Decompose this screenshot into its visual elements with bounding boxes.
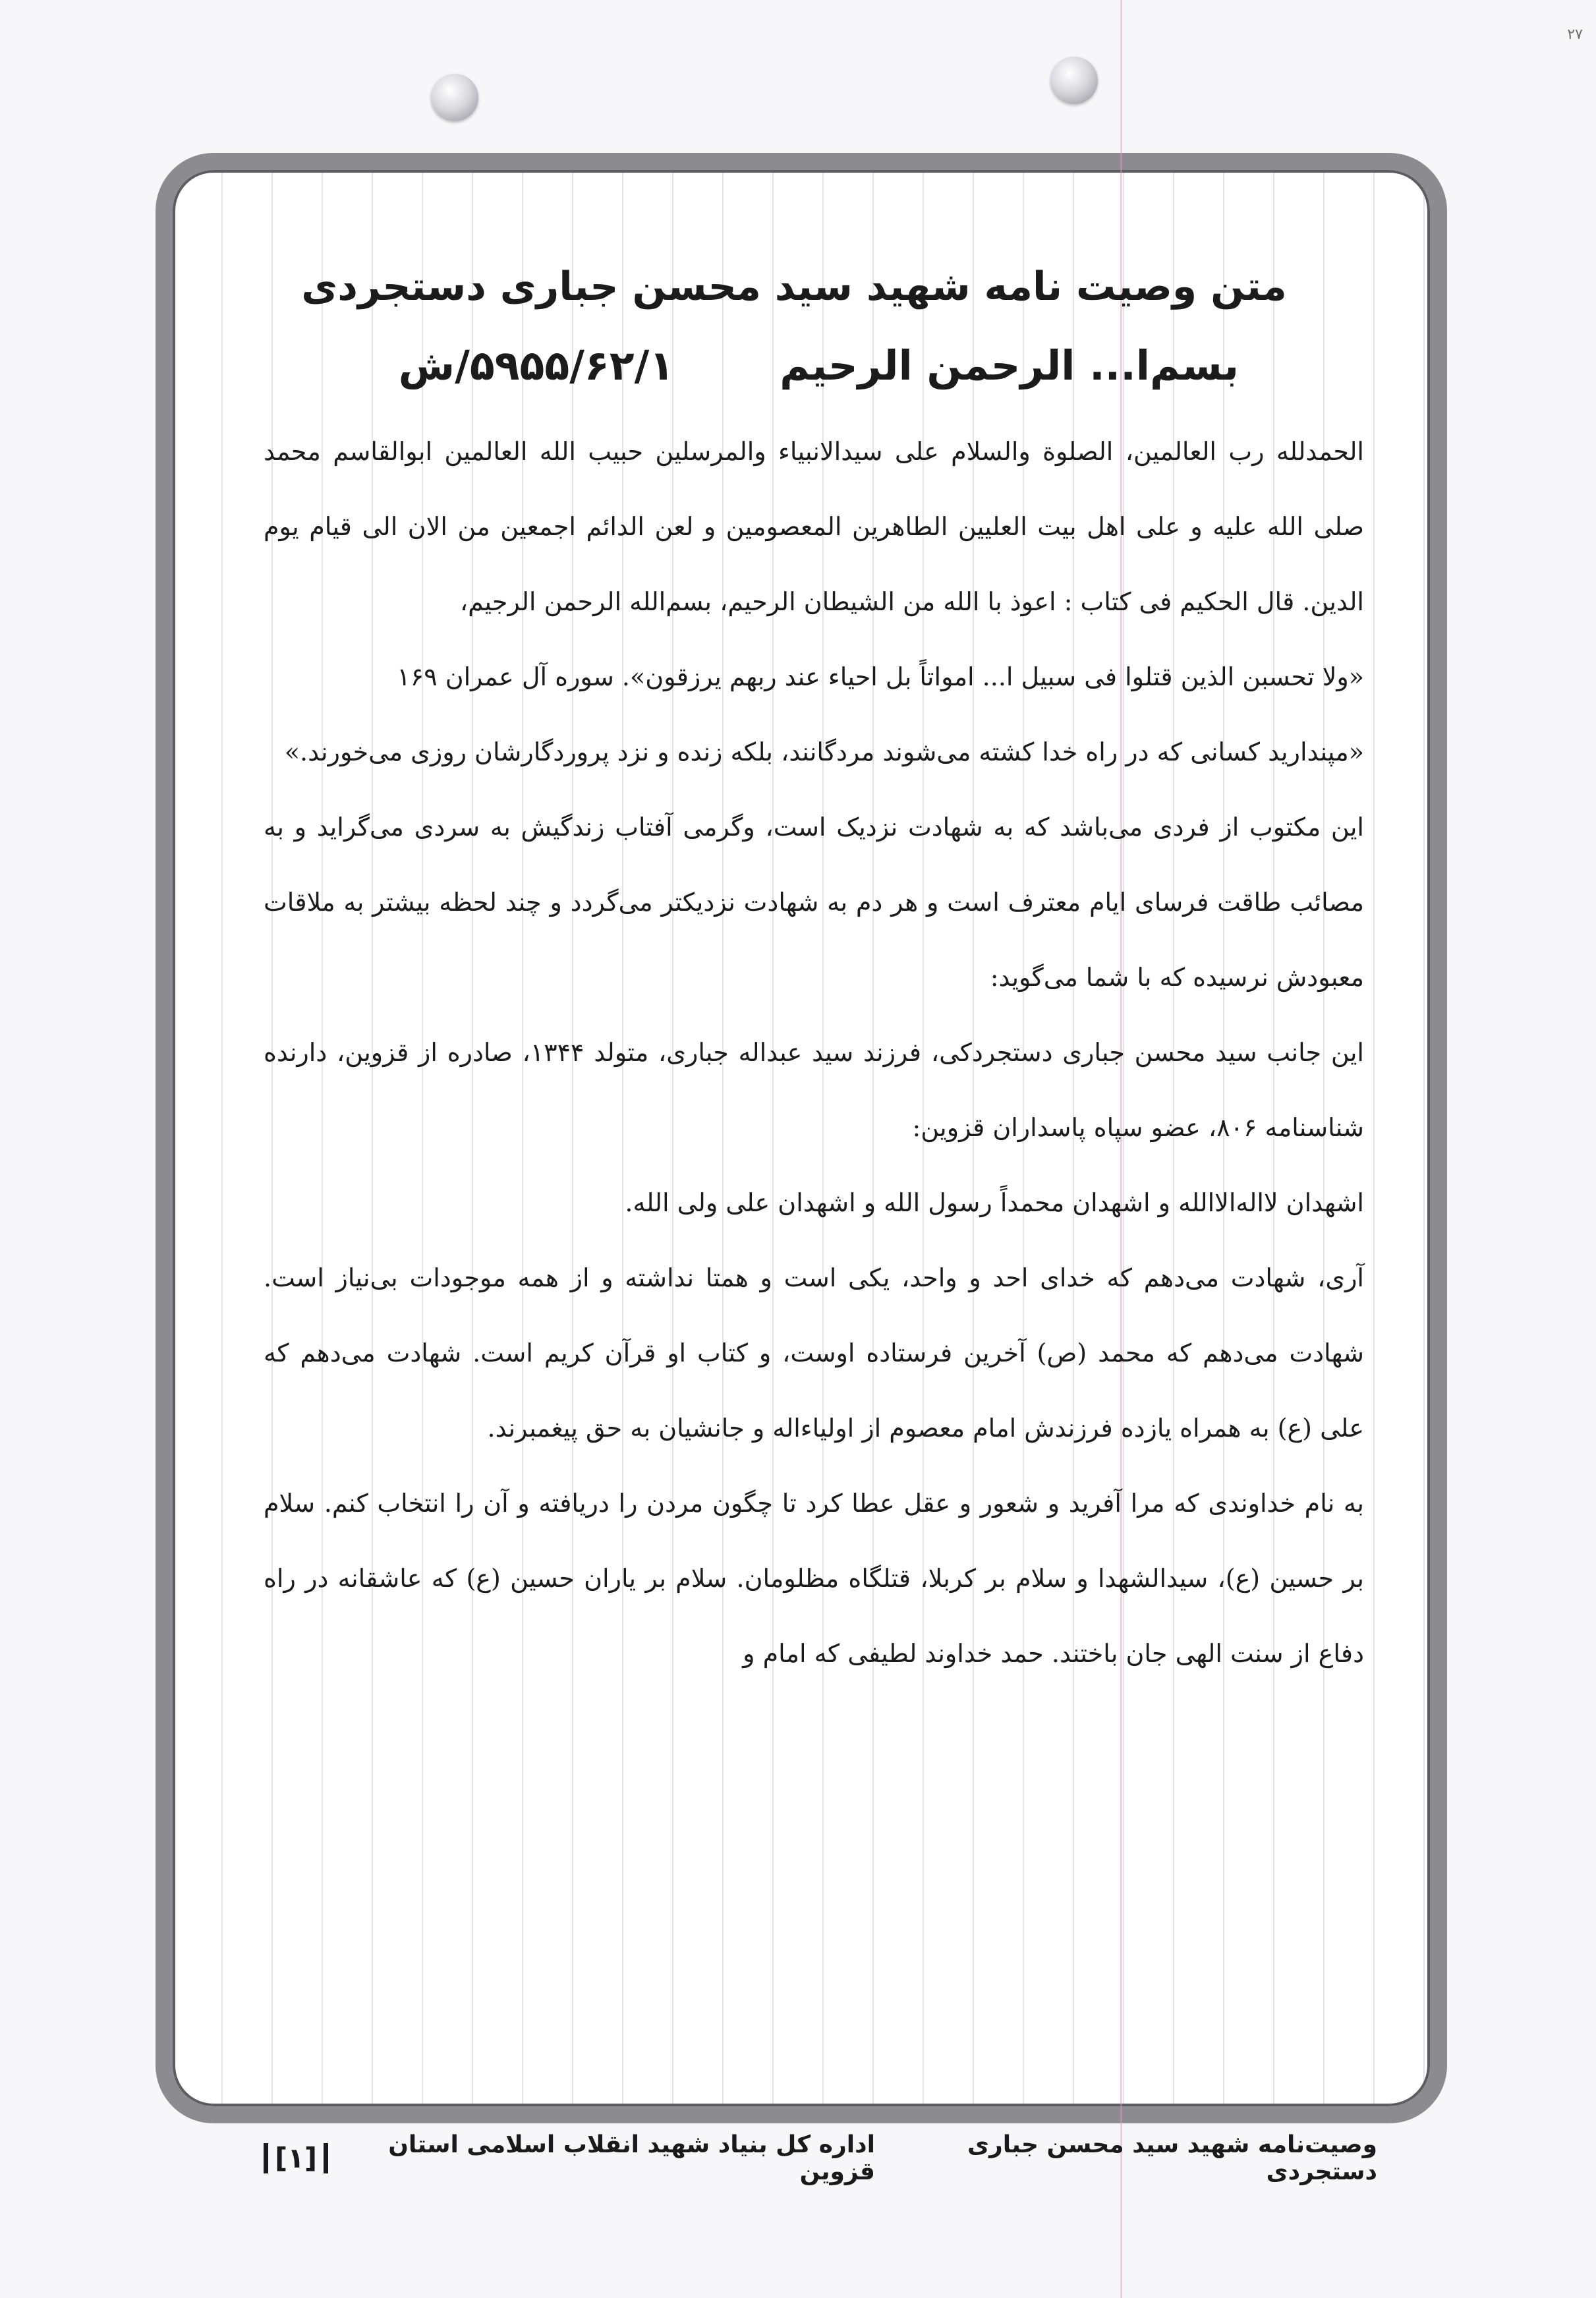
page-number: [۱] xyxy=(264,2143,328,2173)
punch-hole-right xyxy=(1050,57,1098,104)
paragraph-2: «ولا تحسبن الذین قتلوا فی سبیل ا... امواتاً بل احیاء عند ربهم یرزقون». سوره آل عمران ۱۶۹ xyxy=(397,662,1364,691)
paragraph-5: این جانب سید محسن جباری دستجردکی، فرزند سید عبداله جباری، متولد ۱۳۴۴، صادره از قزوین، دارنده شناسنامه ۸۰۶، عضو سپاه پاسداران قزوین: xyxy=(264,1038,1364,1142)
document-number: ۵۹۵۵/۶۲/۱/ش xyxy=(398,341,675,389)
paragraph-8: به نام خداوندی که مرا آفرید و شعور و عقل عطا کرد تا چگون مردن را دریافته و آن را انتخاب کنم. سلام بر حسین (ع)، سیدالشهدا و سلام بر کربلا، قتلگاه مظلومان. سلام بر یاران حسین (ع) که عاشقانه در راه دفاع از سنت الهی جان باختند. حمد خداوند لطیفی که امام و xyxy=(264,1489,1364,1668)
footer-will-title: وصیت‌نامه شهید سید محسن جباری دستجردی xyxy=(967,2131,1377,2185)
scan-mark: ۲۷ xyxy=(1567,26,1583,43)
footer-organization-name: اداره کل بنیاد شهید انقلاب اسلامی استان قزوین xyxy=(388,2131,875,2185)
paragraph-7: آری، شهادت می‌دهم که خدای احد و واحد، یکی است و همتا نداشته و از همه موجودات بی‌نیاز است. شهادت می‌دهم که محمد (ص) آخرین فرستاده اوست، و کتاب او قرآن کریم است. شهادت می‌دهم که علی (ع) به همراه یازده فرزندش امام معصوم از اولیاءاله و جانشیان به حق پیغمبرند. xyxy=(264,1263,1364,1443)
basmala-row xyxy=(264,327,1364,405)
document-body xyxy=(264,250,1364,1691)
paragraph-4: این مکتوب از فردی می‌باشد که به شهادت نزدیک است، وگرمی آفتاب زندگیش به سردی می‌گراید و به مصائب طاقت فرسای ایام معترف است و هر دم به شهادت نزدیکتر می‌گردد و چند لحظه بیشتر به ملاقات معبودش نرسیده که با شما می‌گوید: xyxy=(264,813,1364,992)
basmala: بسم‌ا... الرحمن الرحیم xyxy=(780,341,1239,389)
page-footer xyxy=(264,2131,1377,2185)
footer-organization xyxy=(264,2131,875,2185)
punch-hole-left xyxy=(431,74,478,121)
document-title: متن وصیت نامه شهید سید محسن جباری دستجردی xyxy=(301,264,1287,310)
paragraph-6: اشهدان لااله‌الاالله و اشهدان محمداً رسول الله و اشهدان علی ولی الله. xyxy=(625,1188,1364,1217)
paragraph-1: الحمدلله رب العالمین، الصلوة والسلام علی سیدالانبیاء والمرسلین حبیب الله العالمین ابوالقاسم محمد صلی الله علیه و علی اهل بیت العلیین الطاهرین المعصومین و لعن الدائم اجمعین من الان الی قیام یوم الدین. قال الحکیم فی کتاب : اعوذ با الله من الشیطان الرحیم، بسم‌الله الرحمن الرجیم، xyxy=(264,437,1364,616)
paragraph-3: «مپندارید کسانی که در راه خدا کشته می‌شوند مردگانند، بلکه زنده و نزد پروردگارشان روزی می‌خورند.» xyxy=(284,737,1364,766)
